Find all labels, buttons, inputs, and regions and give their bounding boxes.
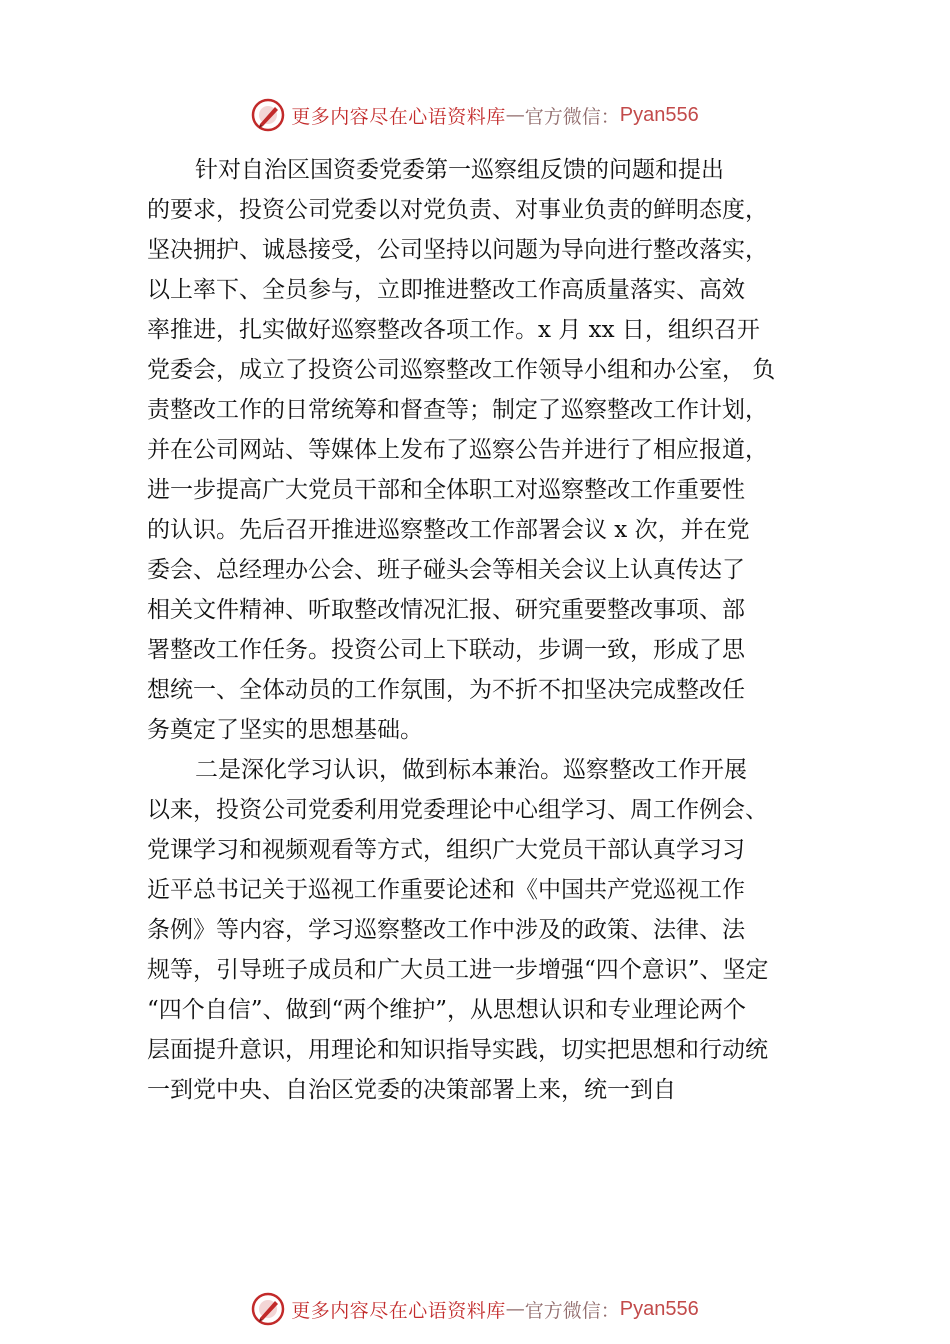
- pen-logo-icon: [251, 1292, 285, 1326]
- text-line: 进一步提高广大党员干部和全体职工对巡察整改工作重要性: [147, 477, 745, 503]
- text-line: 务奠定了坚实的思想基础。: [147, 717, 423, 743]
- text-line: 想统一、全体动员的工作氛围，为不折不扣坚决完成整改任: [147, 677, 745, 703]
- text-line: 针对自治区国资委党委第一巡察组反馈的问题和提出: [195, 157, 724, 183]
- watermark-title: 更多内容尽在心语资料库: [291, 1299, 506, 1322]
- text-line: 委会、总经理办公会、班子碰头会等相关会议上认真传达了: [147, 557, 745, 583]
- watermark-dash: —: [505, 104, 525, 126]
- text-line: 的认识。先后召开推进巡察整改工作部署会议 x 次，并在党: [147, 517, 750, 543]
- header-watermark: [0, 95, 950, 135]
- watermark-wechat-id: Pyan556: [619, 103, 699, 126]
- paragraph-2: [147, 750, 807, 1110]
- text-line: 相关文件精神、听取整改情况汇报、研究重要整改事项、部: [147, 597, 745, 623]
- watermark-label: 官方微信：: [524, 105, 620, 128]
- watermark-title: 更多内容尽在心语资料库: [291, 105, 506, 128]
- text-line: 层面提升意识，用理论和知识指导实践，切实把思想和行动统: [147, 1037, 768, 1063]
- footer-watermark: [0, 1289, 950, 1329]
- pen-logo-icon: [251, 98, 285, 132]
- text-line: 署整改工作任务。投资公司上下联动，步调一致，形成了思: [147, 637, 745, 663]
- text-line: 条例》等内容，学习巡察整改工作中涉及的政策、法律、法: [147, 917, 745, 943]
- text-line: 并在公司网站、等媒体上发布了巡察公告并进行了相应报道，: [147, 437, 768, 463]
- watermark-dash: —: [505, 1298, 525, 1320]
- text-line: 一到党中央、自治区党委的决策部署上来，统一到自: [147, 1077, 676, 1103]
- text-line: 二是深化学习认识，做到标本兼治。巡察整改工作开展: [195, 757, 747, 783]
- text-line: 规等，引导班子成员和广大员工进一步增强“四个意识”、坚定: [147, 957, 769, 983]
- text-line: 率推进，扎实做好巡察整改各项工作。x 月 xx 日，组织召开: [147, 317, 760, 343]
- watermark-label: 官方微信：: [524, 1299, 620, 1322]
- paragraph-1: [147, 150, 807, 750]
- text-line: 的要求，投资公司党委以对党负责、对事业负责的鲜明态度，: [147, 197, 768, 223]
- text-line: 近平总书记关于巡视工作重要论述和《中国共产党巡视工作: [147, 877, 745, 903]
- text-line: 党委会，成立了投资公司巡察整改工作领导小组和办公室， 负: [147, 357, 776, 383]
- text-line: 以来，投资公司党委利用党委理论中心组学习、周工作例会、: [147, 797, 768, 823]
- text-line: 党课学习和视频观看等方式，组织广大党员干部认真学习习: [147, 837, 745, 863]
- text-line: “四个自信”、做到“两个维护”，从思想认识和专业理论两个: [147, 997, 747, 1023]
- watermark-wechat-id: Pyan556: [619, 1297, 699, 1320]
- text-line: 责整改工作的日常统筹和督查等；制定了巡察整改工作计划，: [147, 397, 768, 423]
- body-text: [147, 150, 807, 1110]
- text-line: 以上率下、全员参与，立即推进整改工作高质量落实、高效: [147, 277, 745, 303]
- text-line: 坚决拥护、诚恳接受，公司坚持以问题为导向进行整改落实，: [147, 237, 768, 263]
